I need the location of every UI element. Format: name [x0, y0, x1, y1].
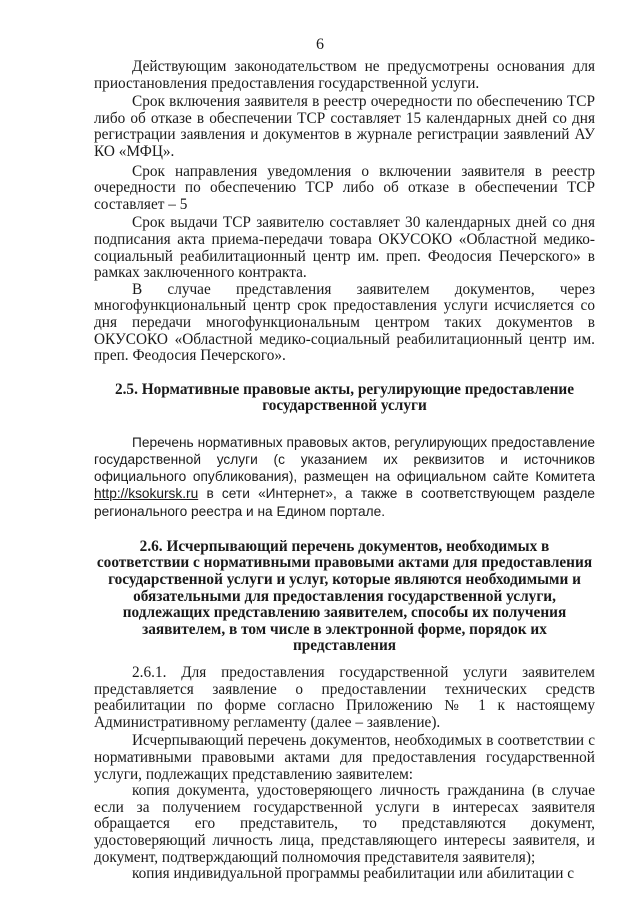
- paragraph-delivery-term: Срок выдачи ТСР заявителю составляет 30 календарных дней со дня подписания акта приема-передачи товара ОКУСОКО «Областной медико-социальный реабилитационный центр им. преп. Феодосия Печерского» в рамках заключенного контракта.: [94, 214, 595, 282]
- paragraph-2-6-1: 2.6.1. Для предоставления государственной услуги заявителем представляется заявление о предоставлении технических средств реабилитации по форме согласно Приложению № 1 к настоящему Административному регламенту (далее – заявление).: [94, 664, 595, 731]
- section-2-5-text-after-link: в сети «Интернет», а также в соответствующем разделе регионального реестра и на Едином портале.: [94, 486, 595, 519]
- section-2-5-text-before-link: Перечень нормативных правовых актов, регулирующих предоставление государственной услуги (с указанием их реквизитов и источников официального опубликования), размещен на официальном сайте Комитета: [94, 434, 595, 485]
- paragraph-mfc-term: В случае представления заявителем документов, через многофункциональный центр срок предоставления услуги исчисляется со дня передачи многофункциональным центром таких документов в ОКУСОКО «Областной медико-социальный реабилитационный центр им. преп. Феодосия Печерского».: [94, 280, 595, 365]
- page-number: 6: [316, 36, 324, 53]
- paragraph-registry-term: Срок включения заявителя в реестр очередности по обеспечению ТСР либо об отказе в обеспечении ТСР составляет 15 календарных дней со дня регистрации заявления и документов в журнале регистрации заявлений АУ КО «МФЦ».: [94, 93, 595, 160]
- section-2-5-paragraph: [94, 434, 595, 520]
- section-2-5-heading: 2.5. Нормативные правовые акты, регулирующие предоставление государственной услуги: [114, 380, 575, 415]
- paragraph-notification-term: Срок направления уведомления о включении заявителя в реестр очередности по обеспечению ТСР либо об отказе в обеспечении ТСР составляет – 5: [94, 162, 595, 213]
- section-2-6-heading: 2.6. Исчерпывающий перечень документов, необходимых в соответствии с нормативными правовыми актами для предоставления государственной услуги и услуг, которые являются необходимыми и обязательными для предоставления государственной услуги, подлежащих представлению заявителем, способы их получения заявителем, в том числе в электронной форме, порядок их представления: [96, 537, 593, 655]
- document-body: [94, 59, 595, 883]
- paragraph-rehabilitation-program: копия индивидуальной программы реабилитации или абилитации с: [132, 865, 575, 883]
- paragraph-document-list-intro: Исчерпывающий перечень документов, необходимых в соответствии с нормативными правовыми актами для предоставления государственной услуги, подлежащих представлению заявителем:: [94, 732, 595, 783]
- paragraph-grounds: Действующим законодательством не предусмотрены основания для приостановления предоставления государственной услуги.: [94, 58, 595, 92]
- paragraph-identity-document: копия документа, удостоверяющего личность гражданина (в случае если за получением государственной услуги в интересах заявителя обращается его представитель, то представляются документ, удостоверяющий личность лица, представляющего интересы заявителя, и документ, подтверждающий полномочия представителя заявителя);: [94, 782, 595, 866]
- committee-website-link[interactable]: http://ksokursk.ru: [94, 486, 199, 502]
